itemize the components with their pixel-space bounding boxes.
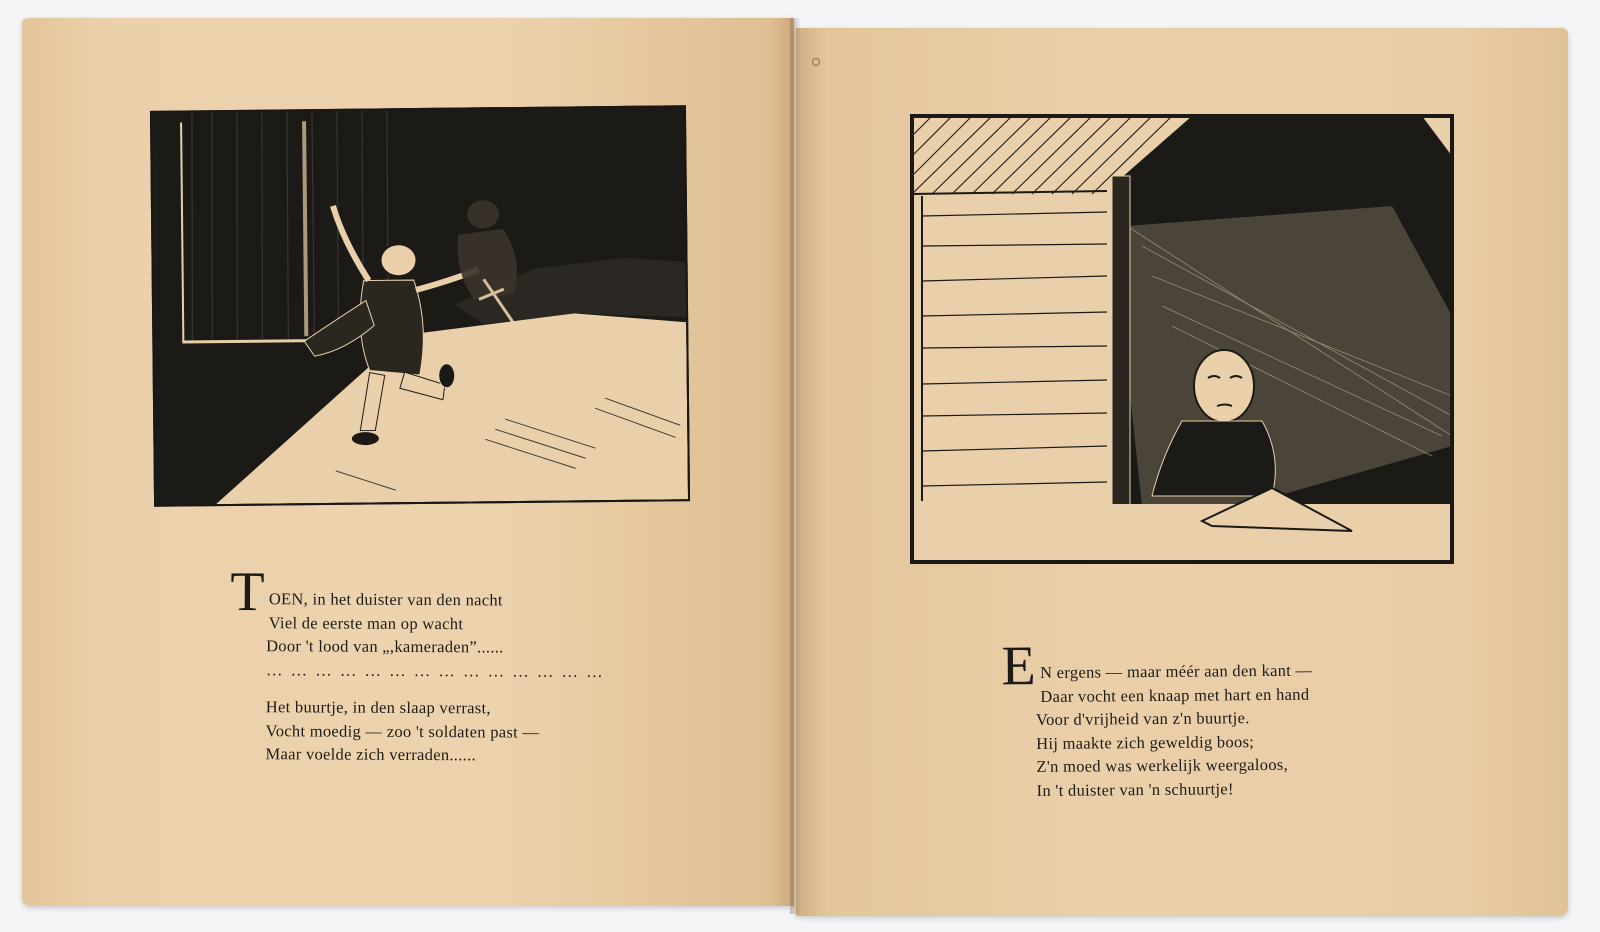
dropcap-t: T [230, 561, 266, 624]
right-verse [1001, 635, 1313, 803]
binding-hole [812, 58, 820, 66]
verse-line-5: Het buurtje, in den slaap verrast, [265, 697, 491, 718]
verse-line-1: OEN, in het duister van den nacht [268, 589, 503, 610]
verse-line-6: In 't duister van 'n schuurtje! [1036, 778, 1234, 800]
verse-line-1: N ergens — maar méér aan den kant — [1040, 660, 1313, 682]
verse-line-3: Voor d'vrijheid van z'n buurtje. [1035, 708, 1250, 730]
verse-ellipsis-line: … … … … … … … … … … … … … … [265, 659, 605, 681]
verse-line-2: Viel de eerste man op wacht [268, 612, 464, 633]
left-verse [229, 561, 605, 767]
left-illustration [150, 105, 690, 507]
verse-line-2: Daar vocht een knaap met hart en hand [1040, 684, 1310, 706]
book-gutter [790, 18, 800, 914]
verse-line-5: Z'n moed was werkelijk weergaloos, [1036, 754, 1289, 777]
shed-scene-drawing [912, 116, 1452, 562]
verse-line-6: Vocht moedig — zoo 't soldaten past — [265, 720, 540, 742]
night-scene-drawing [152, 107, 688, 505]
right-illustration [910, 114, 1454, 564]
dropcap-e: E [1001, 635, 1037, 698]
verse-line-3: Door 't lood van „,kameraden”...... [266, 636, 504, 657]
verse-line-7: Maar voelde zich verraden...... [265, 744, 477, 765]
verse-line-4: Hij maakte zich geweldig boos; [1036, 731, 1255, 753]
